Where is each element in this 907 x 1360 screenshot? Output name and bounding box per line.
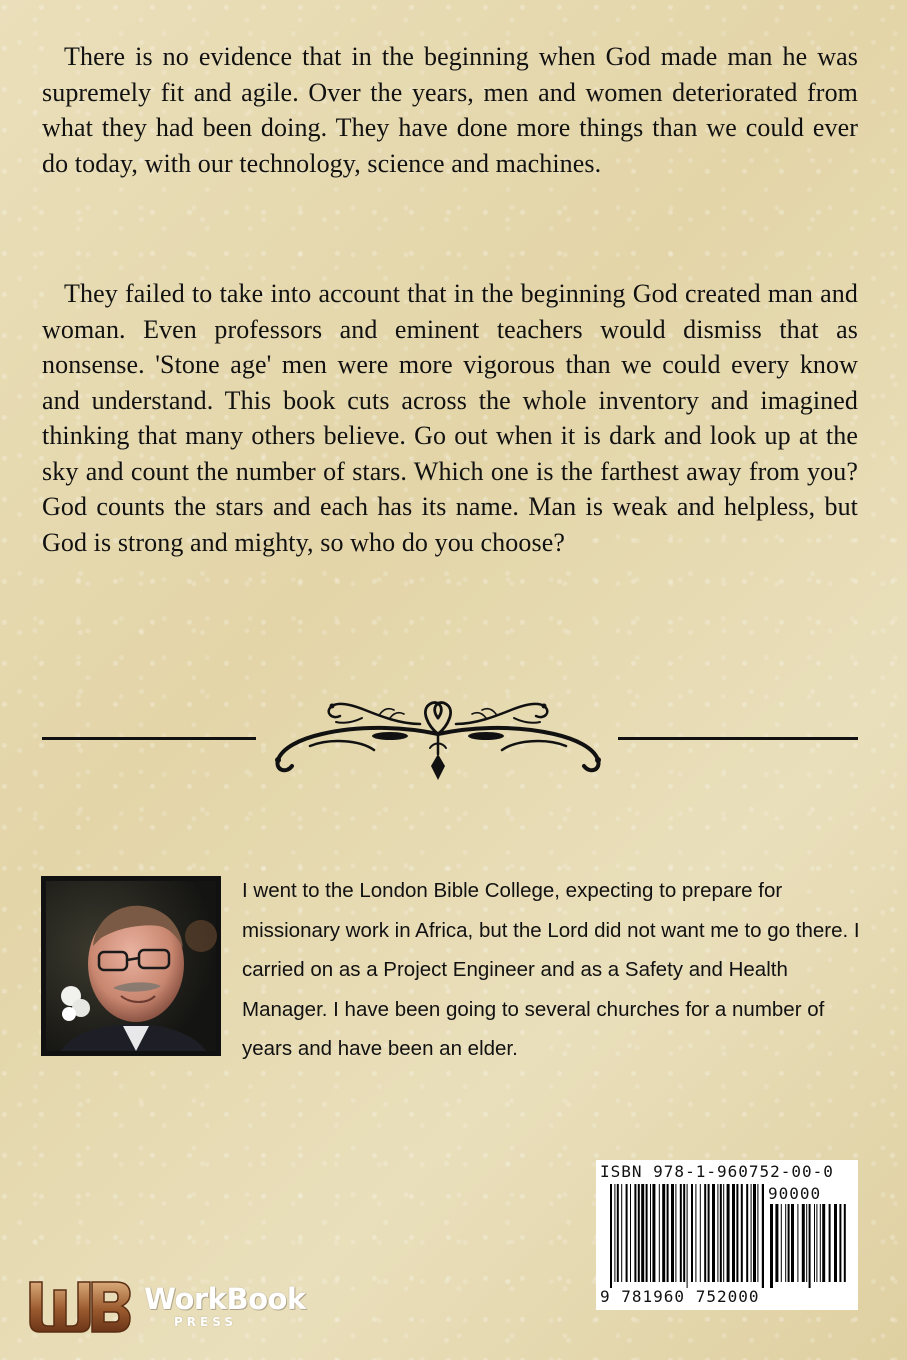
publisher-subtitle: PRESS [174, 1315, 237, 1329]
author-portrait-icon [41, 876, 221, 1056]
blurb-paragraph-2: They failed to take into account that in the beginning God created man and woman. Even professors and eminent teachers would dismiss that as nonsense. 'Stone age' men were more vigorous than we could every know and understand. This book cuts across the whole inventory and imagined thinking that many others believe. Go out when it is dark and look up at the sky and count the number of stars. Which one is the farthest away from you? God counts the stars and each has its name. Man is weak and helpless, but God is strong and mighty, so who do you choose? [42, 279, 858, 557]
divider-line-right [618, 737, 858, 740]
publisher-logo [28, 1280, 328, 1336]
ean-digits: 9 781960 752000 [600, 1287, 760, 1306]
author-bio: I went to the London Bible College, expecting to prepare for missionary work in Africa, but the Lord did not want me to go there. I carried on as a Project Engineer and as a Safety and Health Manager. I have been going to several churches for a number of years and have been an elder. [242, 879, 860, 1060]
addon-barcode-icon [770, 1204, 850, 1288]
ean-barcode-icon [610, 1184, 764, 1288]
publisher-name: WorkBook [144, 1282, 306, 1316]
wb-monogram-icon [28, 1280, 132, 1334]
isbn-barcode [596, 1160, 858, 1310]
flourish-divider-icon [270, 688, 606, 788]
price-code: 90000 [768, 1184, 822, 1203]
blurb-paragraph-1: There is no evidence that in the beginning when God made man he was supremely fit and agile. Over the years, men and women deteriorated from what they had been doing. They have done more things than we could ever do today, with our technology, science and machines. [42, 42, 858, 178]
author-photo [41, 876, 221, 1056]
divider-line-left [42, 737, 256, 740]
isbn-label: ISBN 978-1-960752-00-0 [600, 1162, 834, 1181]
